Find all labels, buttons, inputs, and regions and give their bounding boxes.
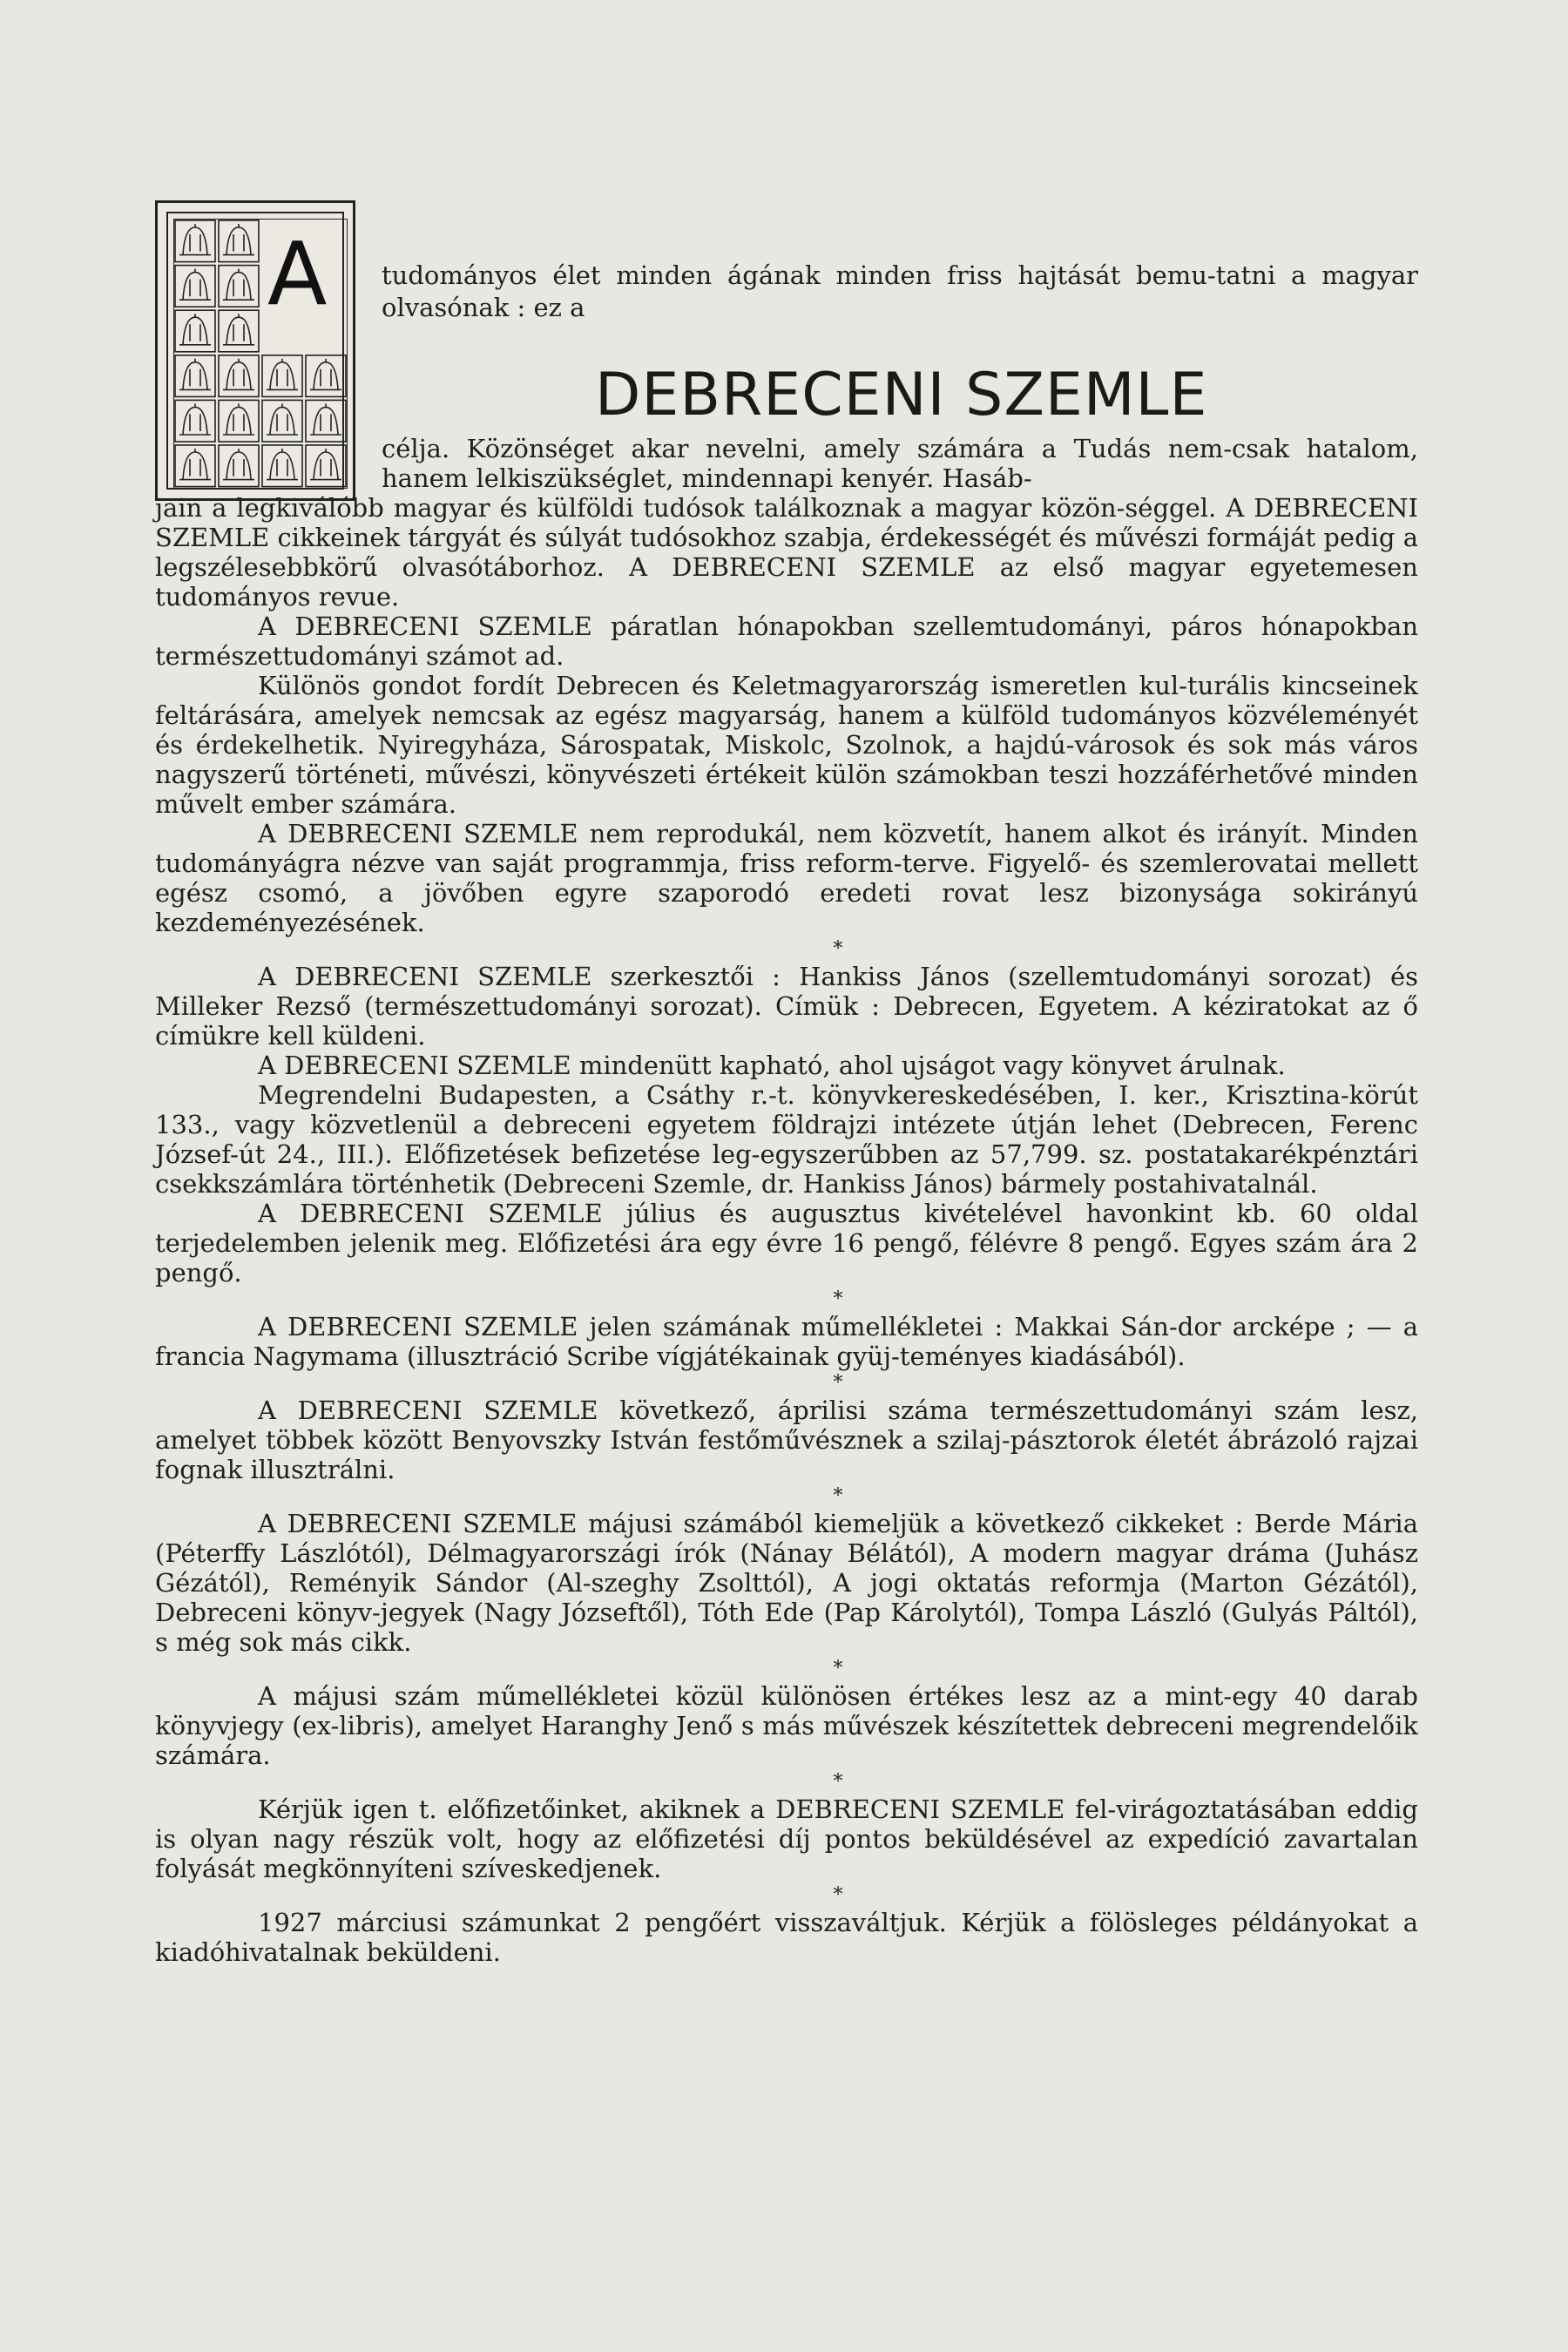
- paragraph: A DEBRECENI SZEMLE jelen számának műmellékletei : Makkai Sán-dor arcképe ; — a francia Nagymama (illusztráció Scribe vígjátékainak gyüj-teményes kiadásából).: [155, 1312, 1418, 1371]
- paragraph: A DEBRECENI SZEMLE nem reprodukál, nem közvetít, hanem alkot és irányít. Minden tudományágra nézve van saját programmja, friss reform-terve. Figyelő- és szemlerovatai mellett egész csomó, a jövőben egyre szaporodó eredeti rovat lesz bizonysága sokirányú kezdeményezésének.: [155, 819, 1418, 937]
- paragraph: A DEBRECENI SZEMLE következő, áprilisi száma természettudományi szám lesz, amelyet többek között Benyovszky István festőművésznek a szilaj-pásztorok életét ábrázoló rajzai fognak illusztrálni.: [155, 1396, 1418, 1484]
- page: [155, 200, 1418, 1967]
- dropcap-letter: A: [262, 231, 332, 318]
- paragraph: A DEBRECENI SZEMLE páratlan hónapokban szellemtudományi, páros hónapokban természettudományi számot ad.: [155, 612, 1418, 671]
- ornamental-dropcap: [155, 200, 355, 501]
- section-separator: *: [833, 1288, 843, 1310]
- section-separator: *: [833, 1658, 843, 1680]
- paragraph: 1927 márciusi számunkat 2 pengőért visszaváltjuk. Kérjük a fölösleges példányokat a kiadóhivatalnak beküldeni.: [155, 1908, 1418, 1967]
- intro-continuation: célja. Közönséget akar nevelni, amely számára a Tudás nem-csak hatalom, hanem lelkiszükséglet, mindennapi kenyér. Hasáb-: [382, 434, 1418, 493]
- paragraph: Megrendelni Budapesten, a Csáthy r.-t. könyvkereskedésében, I. ker., Krisztina-körút 133., vagy közvetlenül a debreceni egyetem földrajzi intézete útján lehet (Debrecen, Ferenc József-út 24., III.). Előfizetések befizetése leg-egyszerűbben az 57,799. sz. postatakarékpénztári csekkszámlára történhetik (Debreceni Szemle, dr. Hankiss János) bármely postahivatalnál.: [155, 1080, 1418, 1199]
- page-title: DEBRECENI SZEMLE: [595, 361, 1208, 429]
- paragraph: A DEBRECENI SZEMLE májusi számából kiemeljük a következő cikkeket : Berde Mária (Péterffy Lászlótól), Délmagyarországi írók (Nánay Bélától), A modern magyar dráma (Juhász Gézától), Reményik Sándor (Al-szeghy Zsolttól), A jogi oktatás reformja (Marton Gézától), Debreceni könyv-jegyek (Nagy Józseftől), Tóth Ede (Pap Károlytól), Tompa László (Gulyás Páltól), s még sok más cikk.: [155, 1509, 1418, 1657]
- paragraph: A DEBRECENI SZEMLE szerkesztői : Hankiss János (szellemtudományi sorozat) és Milleker Rezső (természettudományi sorozat). Címük : Debrecen, Egyetem. A kéziratokat az ő címükre kell küldeni.: [155, 962, 1418, 1051]
- paragraph: Kérjük igen t. előfizetőinket, akiknek a DEBRECENI SZEMLE fel-virágoztatásában eddig is olyan nagy részük volt, hogy az előfizetési díj pontos beküldésével az expedíció zavartalan folyását megkönnyíteni szíveskedjenek.: [155, 1794, 1418, 1883]
- section-separator: *: [833, 1884, 843, 1906]
- intro-line: tudományos élet minden ágának minden friss hajtását bemu-tatni a magyar olvasónak : ez a: [382, 260, 1418, 322]
- paragraph: jain a legkiválóbb magyar és külföldi tudósok találkoznak a magyar közön-séggel. A DEBRECENI SZEMLE cikkeinek tárgyát és súlyát tudósokhoz szabja, érdekességét és művészi formáját pedig a legszélesebbkörű olvasótáborhoz. A DEBRECENI SZEMLE az első magyar egyetemesen tudományos revue.: [155, 493, 1418, 612]
- section-separator: *: [833, 1372, 843, 1394]
- section-separator: *: [833, 1485, 843, 1507]
- section-separator: *: [833, 1771, 843, 1793]
- paragraph: A májusi szám műmellékletei közül különösen értékes lesz az a mint-egy 40 darab könyvjegy (ex-libris), amelyet Haranghy Jenő s más művészek készítettek debreceni megrendelőik számára.: [155, 1681, 1418, 1770]
- section-separator: *: [833, 938, 843, 960]
- paragraph: Különös gondot fordít Debrecen és Keletmagyarország ismeretlen kul-turális kincseinek feltárására, amelyek nemcsak az egész magyarság, hanem a külföld tudományos közvéleményét és érdekelhetik. Nyiregyháza, Sárospatak, Miskolc, Szolnok, a hajdú-városok és sok más város nagyszerű történeti, művészi, könyvészeti értékeit külön számokban teszi hozzáférhetővé minden művelt ember számára.: [155, 671, 1418, 819]
- dropcap-frame: [166, 212, 344, 490]
- article-body: [155, 493, 1418, 1967]
- paragraph: A DEBRECENI SZEMLE július és augusztus kivételével havonkint kb. 60 oldal terjedelemben jelenik meg. Előfizetési ára egy évre 16 pengő, félévre 8 pengő. Egyes szám ára 2 pengő.: [155, 1199, 1418, 1288]
- paragraph: A DEBRECENI SZEMLE mindenütt kapható, ahol ujságot vagy könyvet árulnak.: [258, 1051, 1286, 1080]
- header-block: [155, 200, 1418, 501]
